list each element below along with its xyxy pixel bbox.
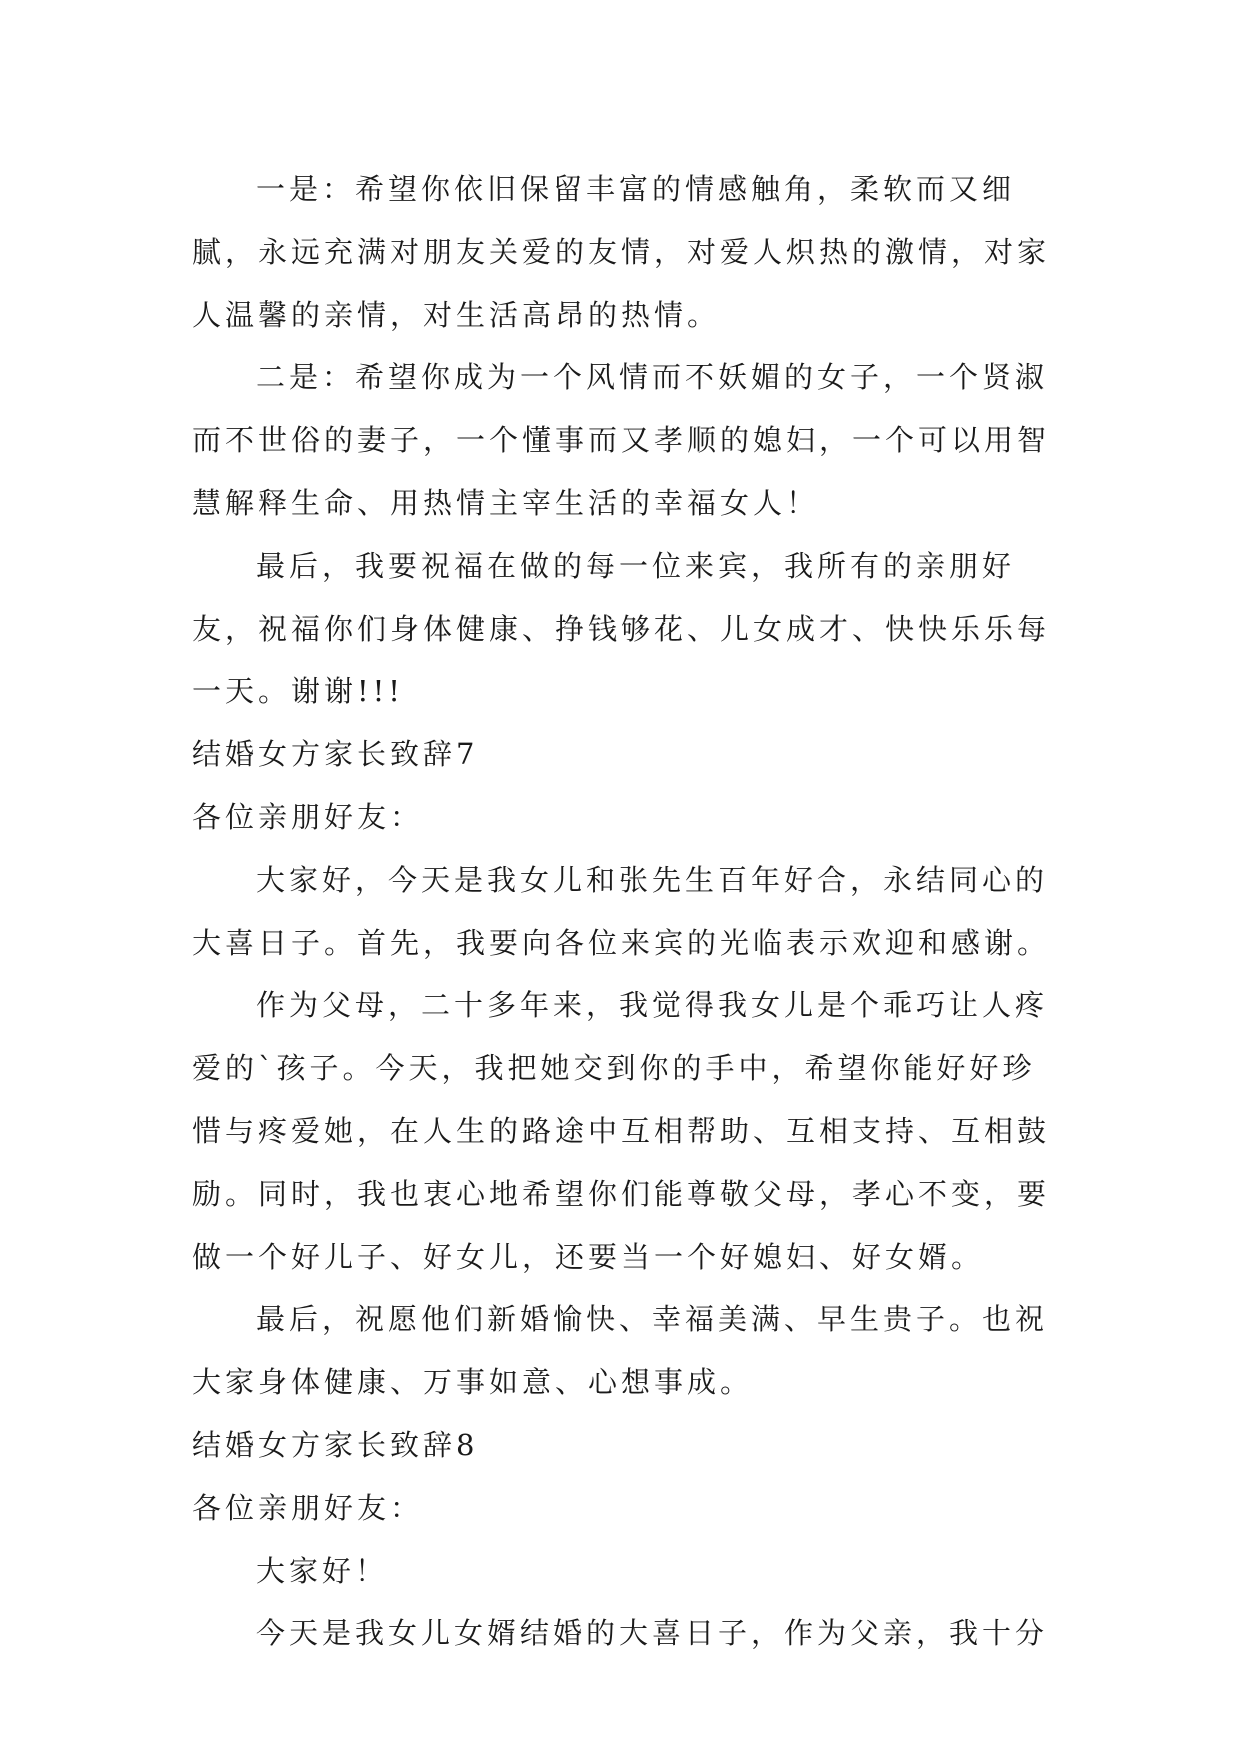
paragraph: 二是：希望你成为一个风情而不妖媚的女子，一个贤淑而不世俗的妻子，一个懂事而又孝顺的媳妇，一个可以用智慧解释生命、用热情主宰生活的幸福女人！: [192, 360, 1051, 520]
paragraph: 一是：希望你依旧保留丰富的情感触角，柔软而又细腻，永远充满对朋友关爱的友情，对爱人炽热的激情，对家人温馨的亲情，对生活高昂的热情。: [192, 172, 1051, 332]
paragraph: 作为父母，二十多年来，我觉得我女儿是个乖巧让人疼爱的`孩子。今天，我把她交到你的手中，希望你能好好珍惜与疼爱她，在人生的路途中互相帮助、互相支持、互相鼓励。同时，我也衷心地希望你们能尊敬父母，孝心不变，要做一个好儿子、好女儿，还要当一个好媳妇、好女婿。: [192, 988, 1051, 1274]
paragraph: 最后，我要祝福在做的每一位来宾，我所有的亲朋好友，祝福你们身体健康、挣钱够花、儿女成才、快快乐乐每一天。谢谢!!!: [192, 548, 1051, 709]
paragraph: 大家好！: [256, 1553, 389, 1588]
salutation: 各位亲朋好友：: [192, 1490, 424, 1525]
section-heading: 结婚女方家长致辞8: [192, 1427, 479, 1462]
document-body: [192, 158, 1067, 1665]
paragraph: 大家好，今天是我女儿和张先生百年好合，永结同心的大喜日子。首先，我要向各位来宾的光临表示欢迎和感谢。: [192, 862, 1051, 960]
paragraph: 最后，祝愿他们新婚愉快、幸福美满、早生贵子。也祝大家身体健康、万事如意、心想事成。: [192, 1302, 1049, 1400]
section-heading: 结婚女方家长致辞7: [192, 737, 479, 772]
paragraph: 今天是我女儿女婿结婚的大喜日子，作为父亲，我十分: [256, 1616, 1049, 1651]
salutation: 各位亲朋好友：: [192, 799, 424, 834]
